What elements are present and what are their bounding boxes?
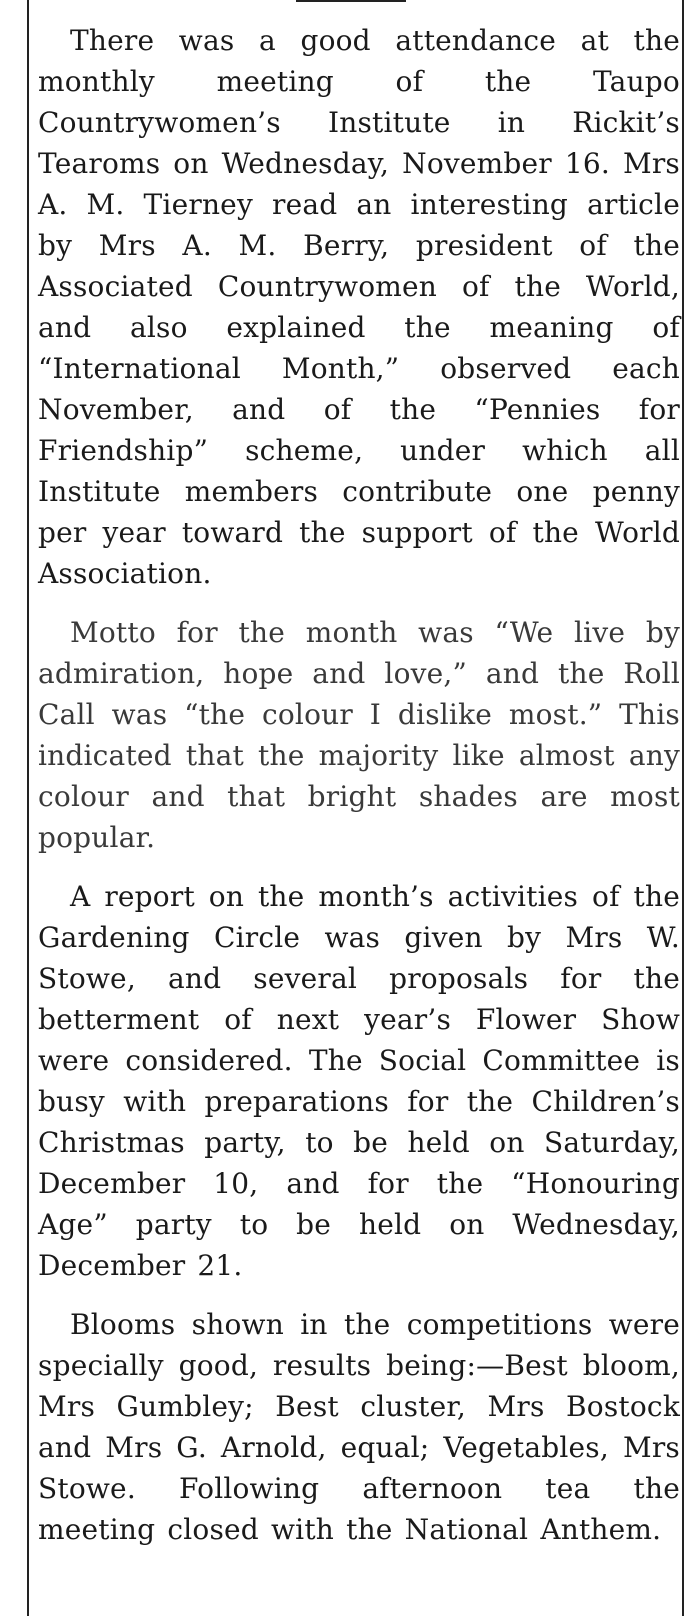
left-column-rule: [27, 0, 29, 1616]
article-paragraph-3: A report on the month’s activities of the Gardening Circle was given by Mrs W. Stowe, and several proposals for the betterment of next year’s Flower Show were considered. The Social Committee is busy with preparations for the Children’s Christmas party, to be held on Saturday, December 10, and for the “Honouring Age” party to be held on Wednesday, December 21.: [38, 880, 680, 1282]
article-paragraph-4: Blooms shown in the competitions were specially good, results being:—Best bloom, Mrs Gumbley; Best cluster, Mrs Bostock and Mrs G. Arnold, equal; Vegetables, Mrs Stowe. Following afternoon tea the meeting closed with the National Anthem.: [38, 1308, 680, 1546]
top-divider-rule: [296, 0, 406, 2]
news-article: [38, 20, 680, 1568]
article-paragraph-2: Motto for the month was “We live by admiration, hope and love,” and the Roll Call was “the colour I dislike most.” This indicated that the majority like almost any colour and that bright shades are most popular.: [38, 616, 680, 854]
article-paragraph-1: There was a good attendance at the monthly meeting of the Taupo Countrywomen’s Institute in Rickit’s Tearoms on Wednesday, November 16. Mrs A. M. Tierney read an interesting article by Mrs A. M. Berry, president of the Associated Countrywomen of the World, and also explained the meaning of “International Month,” observed each November, and of the “Pennies for Friendship” scheme, under which all Institute members contribute one penny per year toward the support of the World Association.: [38, 24, 680, 590]
right-column-rule: [682, 0, 684, 1616]
